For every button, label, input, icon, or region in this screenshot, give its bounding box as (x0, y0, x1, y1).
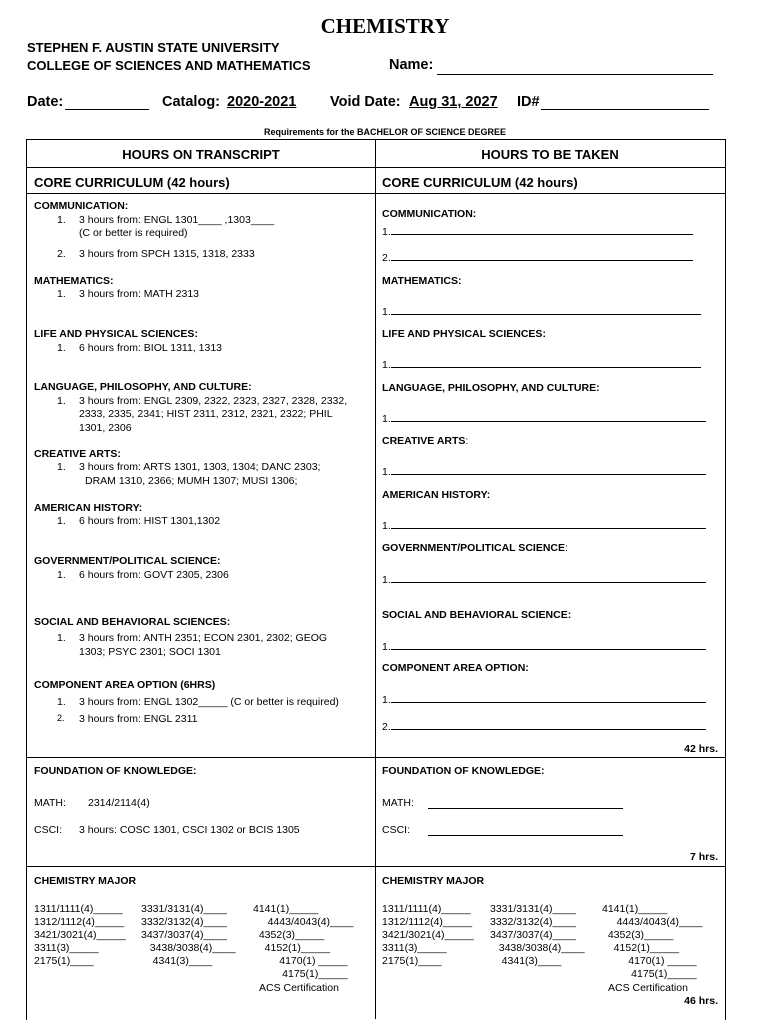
item-number: 1. (57, 696, 66, 708)
american-history-item: 6 hours from: HIST 1301,1302 (79, 515, 221, 527)
id-field[interactable] (541, 95, 709, 110)
csci-blank-line[interactable] (428, 823, 623, 836)
right-government-line[interactable] (382, 570, 706, 586)
foundation-heading-right: FOUNDATION OF KNOWLEDGE: (382, 765, 545, 777)
csci-label-right: CSCI: (382, 824, 411, 836)
right-creative-arts-heading (382, 435, 468, 447)
major-courses-col-1-right: 1311/1111(4)_____ 1312/1112(4)_____ 3421/3021(4)_____ 3311(3)_____ 2175(1)____ (382, 903, 474, 967)
heading-colon: : (565, 542, 568, 554)
blank-line[interactable] (391, 516, 706, 529)
acs-certification-left: ACS Certification (259, 982, 339, 994)
blank-line[interactable] (391, 570, 706, 583)
language-line-3: 1301, 2306 (79, 422, 132, 434)
foundation-hours: 7 hrs. (689, 851, 718, 863)
social-line-1: 3 hours from: ANTH 2351; ECON 2301, 2302; GEOG (79, 632, 328, 644)
core-hours: 42 hrs. (684, 743, 718, 755)
blank-line[interactable] (391, 355, 701, 368)
name-label: Name: (389, 57, 434, 73)
item-number: 1. (57, 395, 66, 407)
line-number: 1. (382, 641, 391, 653)
item-number: 1. (57, 288, 66, 300)
blank-line[interactable] (391, 248, 693, 261)
right-component-line-2[interactable] (382, 717, 706, 733)
row-divider (26, 757, 725, 758)
item-number: 1. (57, 214, 66, 226)
row-divider (26, 866, 725, 867)
creative-arts-heading: CREATIVE ARTS: (34, 448, 121, 460)
creative-arts-line-1: 3 hours from: ARTS 1301, 1303, 1304; DANC 2303; (79, 461, 321, 473)
mathematics-item: 3 hours from: MATH 2313 (79, 288, 200, 300)
line-number: 1. (382, 574, 391, 586)
line-number: 1. (382, 306, 391, 318)
date-label: Date: (27, 94, 64, 110)
item-number: 2. (57, 713, 65, 723)
language-line-1: 3 hours from: ENGL 2309, 2322, 2323, 2327, 2328, 2332, (79, 395, 348, 407)
core-title-right: CORE CURRICULUM (42 hours) (382, 175, 578, 190)
government-item: 6 hours from: GOVT 2305, 2306 (79, 569, 229, 581)
major-heading-right: CHEMISTRY MAJOR (382, 875, 485, 887)
id-label: ID# (517, 94, 540, 110)
right-communication-line-1[interactable] (382, 222, 693, 238)
column-header-transcript: HOURS ON TRANSCRIPT (122, 147, 280, 162)
college-name: COLLEGE OF SCIENCES AND MATHEMATICS (27, 58, 311, 73)
line-number: 1. (382, 413, 391, 425)
major-heading-left: CHEMISTRY MAJOR (34, 875, 137, 887)
life-sciences-heading: LIFE AND PHYSICAL SCIENCES: (34, 328, 198, 340)
component-item-1: 3 hours from: ENGL 1302_____ (C or better is required) (79, 696, 339, 708)
right-component-heading: COMPONENT AREA OPTION: (382, 662, 529, 674)
line-number: 1. (382, 359, 391, 371)
blank-line[interactable] (391, 409, 706, 422)
blank-line[interactable] (391, 690, 706, 703)
math-value: 2314/2114(4) (88, 797, 150, 809)
item-number: 1. (57, 342, 66, 354)
blank-line[interactable] (391, 222, 693, 235)
creative-arts-line-2: DRAM 1310, 2366; MUMH 1307; MUSI 1306; (85, 475, 298, 487)
csci-value: 3 hours: COSC 1301, CSCI 1302 or BCIS 1305 (79, 824, 300, 836)
right-communication-heading: COMMUNICATION: (382, 208, 477, 220)
line-number: 1. (382, 226, 391, 238)
right-government-heading (382, 542, 568, 554)
major-hours: 46 hrs. (684, 995, 718, 1007)
heading-text: GOVERNMENT/POLITICAL SCIENCE (382, 542, 565, 554)
communication-note: (C or better is required) (79, 227, 188, 239)
item-number: 2. (57, 248, 66, 260)
item-number: 1. (57, 461, 66, 473)
blank-line[interactable] (391, 717, 706, 730)
component-item-2: 3 hours from: ENGL 2311 (79, 713, 198, 725)
line-number: 1. (382, 466, 391, 478)
government-heading: GOVERNMENT/POLITICAL SCIENCE: (34, 555, 221, 567)
american-history-heading: AMERICAN HISTORY: (34, 502, 143, 514)
row-divider (26, 167, 725, 168)
major-courses-col-3: 4141(1)_____ 4443/4043(4)____ 4352(3)_____ 4152(1)_____ 4170(1) _____ 4175(1)_____ (253, 903, 354, 980)
blank-line[interactable] (391, 302, 701, 315)
foundation-heading-left: FOUNDATION OF KNOWLEDGE: (34, 765, 197, 777)
right-language-heading: LANGUAGE, PHILOSOPHY, AND CULTURE: (382, 382, 600, 394)
catalog-label: Catalog: (162, 94, 220, 110)
date-field[interactable] (65, 95, 149, 110)
language-heading: LANGUAGE, PHILOSOPHY, AND CULTURE: (34, 381, 252, 393)
column-divider (375, 139, 376, 1019)
catalog-value: 2020-2021 (227, 94, 297, 110)
blank-line[interactable] (391, 637, 706, 650)
life-sciences-item: 6 hours from: BIOL 1311, 1313 (79, 342, 223, 354)
right-mathematics-heading: MATHEMATICS: (382, 275, 462, 287)
university-name: STEPHEN F. AUSTIN STATE UNIVERSITY (27, 40, 280, 55)
right-life-sciences-heading: LIFE AND PHYSICAL SCIENCES: (382, 328, 546, 340)
heading-colon: : (465, 435, 469, 447)
mathematics-heading: MATHEMATICS: (34, 275, 114, 287)
line-number: 2. (382, 721, 391, 733)
page-title: CHEMISTRY (320, 14, 450, 38)
line-number: 2. (382, 252, 391, 264)
social-line-2: 1303; PSYC 2301; SOCI 1301 (79, 646, 221, 658)
line-number: 1. (382, 694, 391, 706)
major-courses-col-3-right: 4141(1)_____ 4443/4043(4)____ 4352(3)_____ 4152(1)_____ 4170(1) _____ 4175(1)_____ (602, 903, 703, 980)
void-date-label: Void Date: (330, 94, 401, 110)
right-social-heading: SOCIAL AND BEHAVIORAL SCIENCE: (382, 609, 572, 621)
communication-heading: COMMUNICATION: (34, 200, 129, 212)
language-line-2: 2333, 2335, 2341; HIST 2311, 2312, 2321, 2322; PHIL (79, 408, 333, 420)
major-courses-col-2-right: 3331/3131(4)____ 3332/3132(4)____ 3437/3037(4)____ 3438/3038(4)____ 4341(3)____ (490, 903, 585, 967)
void-date-value: Aug 31, 2027 (409, 94, 498, 110)
name-field[interactable] (437, 60, 713, 75)
communication-item-2: 3 hours from SPCH 1315, 1318, 2333 (79, 248, 255, 260)
major-courses-col-1: 1311/1111(4)_____ 1312/1112(4)_____ 3421/3021(4)_____ 3311(3)_____ 2175(1)____ (34, 903, 126, 967)
line-number: 1. (382, 520, 391, 532)
right-american-history-heading: AMERICAN HISTORY: (382, 489, 491, 501)
math-blank-line[interactable] (428, 796, 623, 809)
right-communication-line-2[interactable] (382, 248, 693, 264)
social-heading: SOCIAL AND BEHAVIORAL SCIENCES: (34, 616, 231, 628)
math-label-left: MATH: (34, 797, 66, 809)
item-number: 1. (57, 632, 66, 644)
major-courses-col-2: 3331/3131(4)____ 3332/3132(4)____ 3437/3037(4)____ 3438/3038(4)____ 4341(3)____ (141, 903, 236, 967)
right-creative-arts-line[interactable] (382, 462, 706, 478)
requirements-title: Requirements for the BACHELOR OF SCIENCE DEGREE (263, 127, 507, 137)
item-number: 1. (57, 569, 66, 581)
right-social-line[interactable] (382, 637, 706, 653)
communication-item-1: 3 hours from: ENGL 1301____ ,1303____ (79, 214, 275, 226)
right-life-sciences-line[interactable] (382, 355, 701, 371)
csci-label-left: CSCI: (34, 824, 63, 836)
column-header-to-be-taken: HOURS TO BE TAKEN (481, 147, 619, 162)
blank-line[interactable] (391, 462, 706, 475)
right-component-line-1[interactable] (382, 690, 706, 706)
right-mathematics-line[interactable] (382, 302, 701, 318)
item-number: 1. (57, 515, 66, 527)
core-title-left: CORE CURRICULUM (42 hours) (34, 175, 230, 190)
row-divider (26, 193, 725, 194)
heading-text: CREATIVE ARTS (382, 435, 466, 447)
acs-certification-right: ACS Certification (608, 982, 688, 994)
math-label-right: MATH: (382, 797, 414, 809)
right-american-history-line[interactable] (382, 516, 706, 532)
right-language-line[interactable] (382, 409, 706, 425)
component-heading: COMPONENT AREA OPTION (6HRS) (34, 679, 216, 691)
